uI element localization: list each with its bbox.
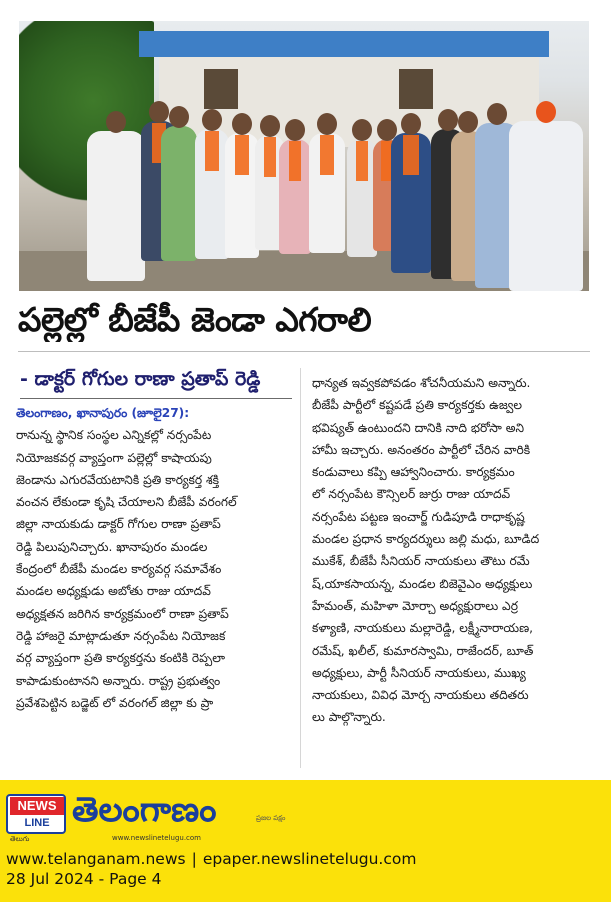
photo-person [309, 133, 345, 253]
text-line: కళ్యాణి, నాయకులు మల్లారెడ్డి, లక్ష్మీనారాయణ, [312, 621, 534, 636]
group-photo [19, 21, 589, 291]
text-line: బీజేపీ పార్టీలో కష్టపడే ప్రతి కార్యకర్తకు ఉజ్వల [312, 398, 523, 413]
headline-rule [18, 351, 590, 352]
footer-links [6, 849, 416, 869]
brand-tagline: ప్రజల పక్షం [256, 814, 286, 822]
text-line: కండువాలు కప్పి ఆహ్వానించారు. కార్యక్రమం [312, 465, 515, 480]
brand-url: www.newslinetelugu.com [112, 834, 201, 842]
text-line: రెడ్డి హాజరై మాట్లాడుతూ నర్సంపేట నియోజక [16, 628, 226, 643]
text-line: ధాన్యత ఇవ్వకపోవడం శోచనీయమని అన్నారు. [312, 376, 531, 390]
page-info: 28 Jul 2024 - Page 4 [6, 870, 162, 888]
newsline-logo [6, 794, 66, 834]
photo-person [225, 133, 259, 258]
logo-subtitle: తెలుగు [10, 835, 30, 843]
byline: - డాక్టర్ గోగుల రాణా ప్రతాప్ రెడ్డి [20, 368, 261, 390]
text-line: జెండాను ఎగురవేయటానికి ప్రతి కార్యకర్త శక్తి [16, 472, 220, 487]
text-line: హామీ ఇచ్చారు. అనంతరం పార్టీలో చేరిన వారికి [312, 442, 531, 457]
photo-person [87, 131, 145, 281]
footer-banner [0, 780, 611, 902]
column-divider [300, 368, 301, 768]
text-line: ముకేశ్, బీజేపీ సీనియర్ నాయకులు తౌటు రమే [312, 554, 530, 569]
logo-line-text: LINE [24, 817, 50, 829]
photo-person [509, 121, 583, 291]
text-line: నర్సంపేట పట్టణ ఇంచార్జ్ గుడిపూడి రాధాకృష్ణ [312, 509, 525, 524]
headline: పల్లెల్లో బీజేపీ జెండా ఎగరాలి [18, 300, 372, 339]
text-line: అధ్యక్షతన జరిగిన కార్యక్రమంలో రాణా ప్రతాప్ [16, 606, 229, 621]
text-line: హేమంత్, మహిళా మోర్చా అధ్యక్షురాలు ఎర్ర [312, 598, 518, 613]
text-line: వంచన లేకుండా కృషి చేయాలని బీజేపీ వరంగల్ [16, 495, 237, 510]
photo-window [399, 69, 433, 109]
text-line: కాపాడుకుంటానని అన్నారు. రాష్ట్ర ప్రభుత్వం [16, 673, 221, 688]
text-line: లో నర్సంపేట కౌన్సిలర్ జుర్రు రాజు యాదవ్ [312, 487, 511, 502]
photo-person [279, 139, 311, 254]
brand-title: తెలంగాణం [72, 790, 217, 830]
right-column [312, 372, 594, 729]
photo-window [204, 69, 238, 109]
text-line: రమేష్, ఖలీల్, కుమారస్వామి, రాజేందర్, బూత్ [312, 643, 534, 658]
text-line: రానున్న స్థానిక సంస్థల ఎన్నికల్లో నర్సంపేట [16, 428, 212, 443]
text-line: లు పాల్గొన్నారు. [312, 710, 386, 725]
photo-person [195, 129, 229, 259]
text-line: ప్రవేశపెట్టిన బడ్జెట్ లో వరంగల్ జిల్లా కు ప్రా [16, 695, 214, 710]
text-line: జిల్లా నాయకుడు డాక్టర్ గోగుల రాణా ప్రతాప్ [16, 517, 221, 532]
text-line: నియోజకవర్గ వ్యాప్తంగా పల్లెల్లో కాషాయపు [16, 450, 212, 465]
text-line: నాయకులు, వివిధ మోర్చ నాయకులు తదితరు [312, 688, 529, 703]
text-line: కేంద్రంలో బీజేపీ మండల కార్యవర్గ సమావేశం [16, 562, 222, 577]
byline-rule [20, 398, 292, 399]
logo-news-text: NEWS [10, 797, 64, 815]
text-line: రెడ్డి పిలుపునిచ్చారు. ఖానాపురం మండల [16, 539, 208, 554]
text-line: వర్గ వ్యాప్తంగా ప్రతి కార్యకర్తను కంటికి రెప్పలా [16, 651, 225, 666]
dateline: తెలంగాణం, ఖానాపురం (జూలై27): [16, 406, 190, 420]
footer-separator: | [191, 850, 197, 868]
site-link-telanganam[interactable]: www.telanganam.news [6, 850, 186, 868]
photo-person [391, 133, 431, 273]
left-column [16, 406, 298, 714]
text-line: అధ్యక్షులు, పార్టీ సీనియర్ నాయకులు, ముఖ్య [312, 665, 526, 680]
text-line: మండల ప్రధాన కార్యదర్శులు జల్లి మధు, బూడిద [312, 532, 540, 547]
site-link-epaper[interactable]: epaper.newslinetelugu.com [202, 850, 417, 868]
text-line: భవిష్యత్ ఉంటుందని దానికి నాది భరోసా అని [312, 420, 525, 435]
photo-roof [139, 31, 549, 57]
text-line: ష్,యాకసాయన్న, మండల బిజెవైఎం అధ్యక్షులు [312, 576, 533, 591]
text-line: మండల అధ్యక్షుడు అబోతు రాజు యాదవ్ [16, 584, 211, 599]
photo-person [161, 126, 197, 261]
